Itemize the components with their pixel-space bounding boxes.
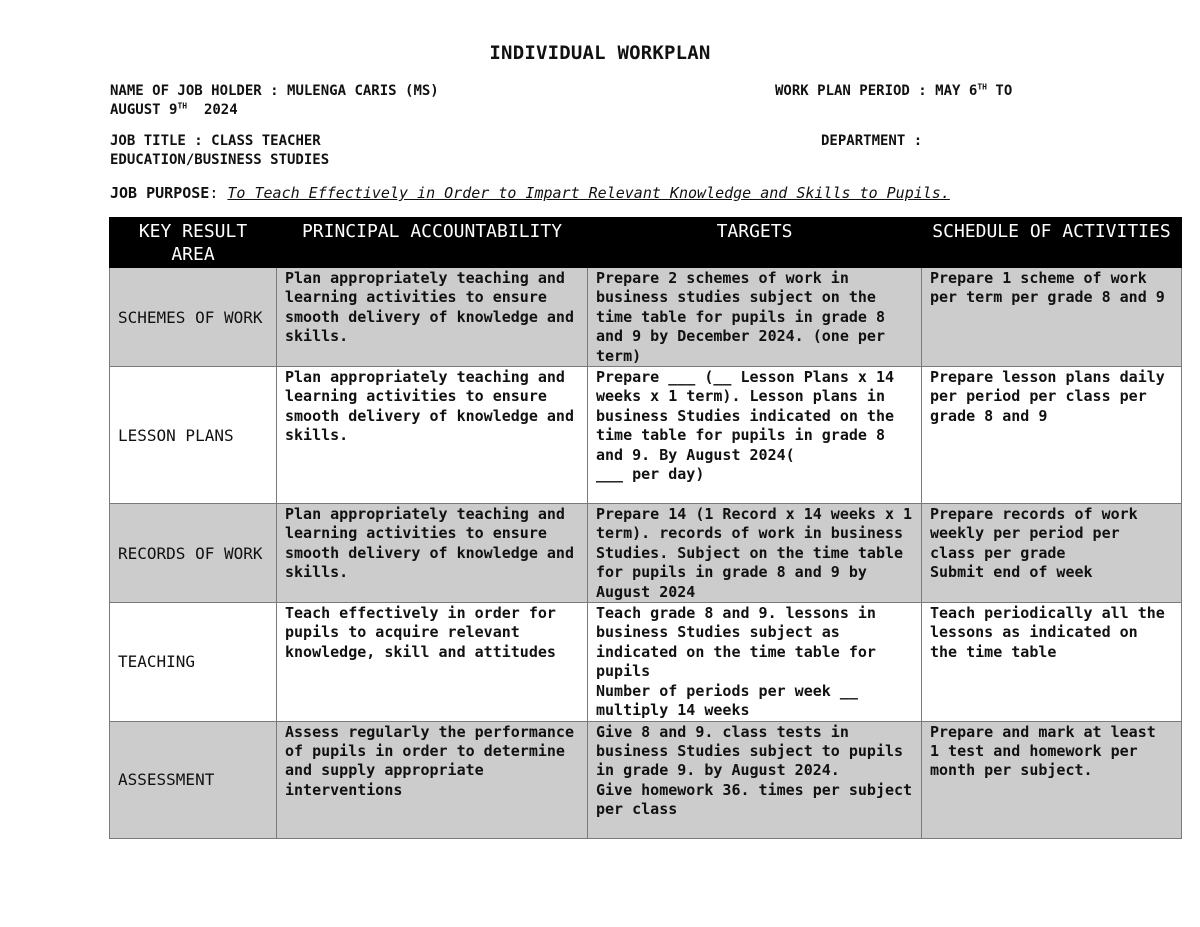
- work-plan-period-sup: TH: [977, 82, 987, 92]
- table-row: [110, 367, 1182, 504]
- row-schedule: Prepare and mark at least 1 test and homework per month per subject.: [922, 721, 1182, 838]
- job-title-label: JOB TITLE :: [110, 133, 203, 149]
- header-targets: TARGETS: [588, 218, 922, 268]
- job-holder-line: [110, 82, 439, 101]
- table-row: [110, 268, 1182, 367]
- row-schedule: Teach periodically all the lessons as indicated on the time table: [922, 603, 1182, 721]
- row-accountability: Plan appropriately teaching and learning activities to ensure smooth delivery of knowledge and skills.: [277, 367, 588, 504]
- job-holder-continuation: [110, 101, 238, 120]
- table-row: [110, 504, 1182, 603]
- row-accountability: Plan appropriately teaching and learning activities to ensure smooth delivery of knowledge and skills.: [277, 268, 588, 367]
- header-key-result-area: KEY RESULT AREA: [110, 218, 277, 268]
- row-accountability: Plan appropriately teaching and learning activities to ensure smooth delivery of knowledge and skills.: [277, 504, 588, 603]
- job-title-continuation: EDUCATION/BUSINESS STUDIES: [110, 152, 330, 168]
- workplan-table: [109, 217, 1182, 839]
- department-label: DEPARTMENT :: [821, 133, 923, 149]
- row-schedule: Prepare 1 scheme of work per term per grade 8 and 9: [922, 268, 1182, 367]
- row-area: LESSON PLANS: [110, 367, 277, 504]
- header-principal-accountability: PRINCIPAL ACCOUNTABILITY: [277, 218, 588, 268]
- row-area: ASSESSMENT: [110, 721, 277, 838]
- work-plan-period-label: WORK PLAN PERIOD :: [775, 83, 927, 99]
- job-holder-value: MULENGA CARIS (MS): [287, 83, 439, 99]
- table-header-row: [110, 218, 1182, 268]
- job-title-line: [110, 132, 321, 151]
- row-targets: Prepare 2 schemes of work in business studies subject on the time table for pupils in grade 8 and 9 by December 2024. (one per term): [588, 268, 922, 367]
- row-accountability: Teach effectively in order for pupils to acquire relevant knowledge, skill and attitudes: [277, 603, 588, 721]
- table-row: [110, 603, 1182, 721]
- job-title-value: CLASS TEACHER: [211, 133, 321, 149]
- job-holder-cont-sup: TH: [177, 101, 188, 111]
- row-area: RECORDS OF WORK: [110, 504, 277, 603]
- row-targets: Prepare ___ (__ Lesson Plans x 14 weeks x 1 term). Lesson plans in business Studies indicated on the time table for pupils in grade 8 and 9. By August 2024( ___ per day): [588, 367, 922, 504]
- work-plan-period-suffix: TO: [995, 83, 1013, 99]
- row-area: TEACHING: [110, 603, 277, 721]
- work-plan-period-value: MAY 6: [935, 83, 978, 99]
- row-area: SCHEMES OF WORK: [110, 268, 277, 367]
- work-plan-period-line: [775, 82, 1012, 101]
- row-schedule: Prepare records of work weekly per period per class per grade Submit end of week: [922, 504, 1182, 603]
- job-holder-cont-text: AUGUST 9: [110, 102, 178, 118]
- row-targets: Give 8 and 9. class tests in business Studies subject to pupils in grade 9. by August 2024. Give homework 36. times per subject per class: [588, 721, 922, 838]
- row-schedule: Prepare lesson plans daily per period per class per grade 8 and 9: [922, 367, 1182, 504]
- table-row: [110, 721, 1182, 838]
- row-accountability: Assess regularly the performance of pupils in order to determine and supply appropriate interventions: [277, 721, 588, 838]
- job-purpose-value: To Teach Effectively in Order to Impart Relevant Knowledge and Skills to Pupils.: [227, 184, 950, 202]
- document-title: INDIVIDUAL WORKPLAN: [489, 42, 711, 64]
- row-targets: Prepare 14 (1 Record x 14 weeks x 1 term). records of work in business Studies. Subject on the time table for pupils in grade 8 and 9 by August 2024: [588, 504, 922, 603]
- job-holder-label: NAME OF JOB HOLDER :: [110, 83, 279, 99]
- job-purpose-label: JOB PURPOSE: [110, 184, 210, 202]
- job-holder-cont-year: 2024: [203, 102, 238, 118]
- job-purpose: JOB PURPOSE: To Teach Effectively in Order to Impart Relevant Knowledge and Skills to Pupils.: [110, 184, 950, 202]
- row-targets: Teach grade 8 and 9. lessons in business Studies subject as indicated on the time table for pupils Number of periods per week __ multiply 14 weeks: [588, 603, 922, 721]
- header-schedule-of-activities: SCHEDULE OF ACTIVITIES: [922, 218, 1182, 268]
